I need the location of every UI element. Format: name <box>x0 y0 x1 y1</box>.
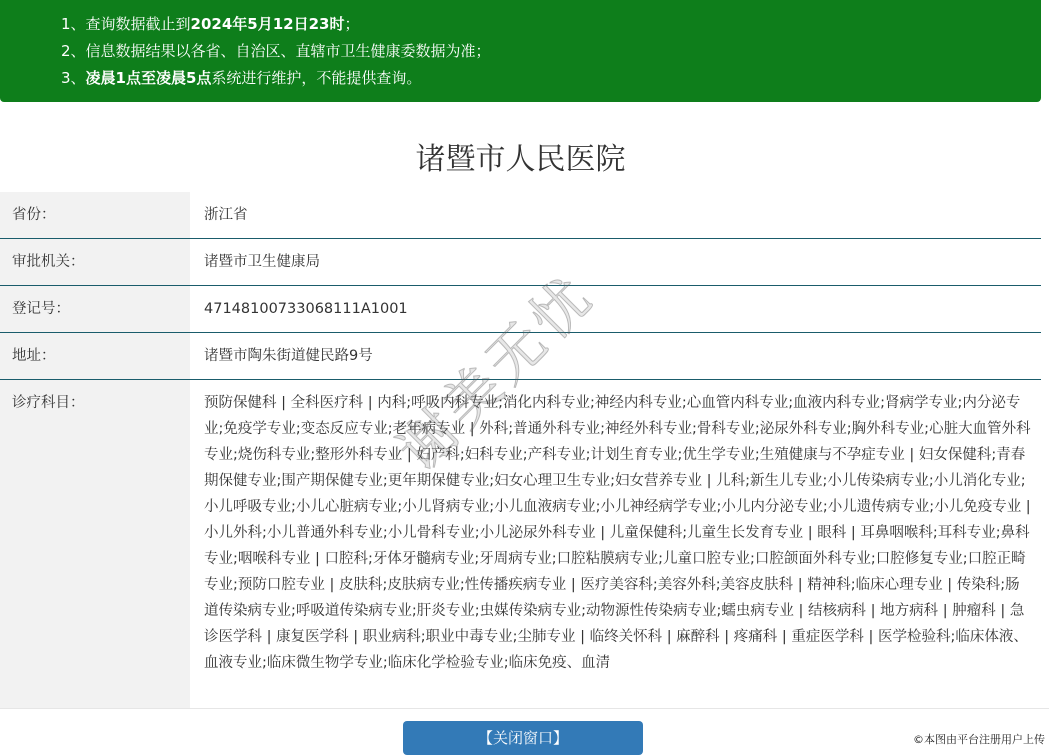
page-title: 诸暨市人民医院 <box>415 142 626 177</box>
info-row-province <box>0 192 1041 239</box>
province-value: 浙江省 <box>204 207 248 223</box>
close-window-button[interactable]: 【关闭窗口】 <box>403 721 643 755</box>
info-row-authority <box>0 239 1041 286</box>
address-value: 诸暨市陶朱街道健民路9号 <box>204 348 373 364</box>
province-label: 省份： <box>0 192 190 238</box>
info-row-departments <box>0 380 1041 720</box>
notice-banner <box>0 0 1041 102</box>
footer-bar <box>0 708 1049 747</box>
watermark: 谢美无忧 <box>386 262 608 484</box>
info-row-address <box>0 333 1041 380</box>
registration-value: 47148100733068111A1001 <box>204 301 408 317</box>
info-row-registration <box>0 286 1041 333</box>
notice-line-1: 1、查询数据截止到2024年5月12日23时； <box>61 15 360 33</box>
upload-credit: ©本图由平台注册用户上传 <box>913 733 1045 746</box>
address-label: 地址： <box>0 333 190 379</box>
registration-label: 登记号： <box>0 286 190 332</box>
authority-label: 审批机关： <box>0 239 190 285</box>
departments-value: 预防保健科 | 全科医疗科 | 内科;呼吸内科专业;消化内科专业;神经内科专业;心血管内科专业;血液内科专业;肾病学专业;内分泌专业;免疫学专业;变态反应专业;老年病专业 | 外科;普通外科专业;神经外科专业;骨科专业;泌尿外科专业;胸外科专业;心脏大血管外科专业;烧伤科专业;整形外科专业 | 妇产科;妇科专业;产科专业;计划生育专业;优生学专业;生殖健康与不孕症专业 | 妇女保健科;青春期保健专业;围产期保健专业;更年期保健专业;妇女心理卫生专业;妇女营养专业 | 儿科;新生儿专业;小儿传染病专业;小儿消化专业;小儿呼吸专业;小儿心脏病专业;小儿肾病专业;小儿血液病专业;小儿神经病学专业;小儿内分泌专业;小儿遗传病专业;小儿免疫专业 | 小儿外科;小儿普通外科专业;小儿骨科专业;小儿泌尿外科专业 | 儿童保健科;儿童生长发育专业 | 眼科 | 耳鼻咽喉科;耳科专业;鼻科专业;咽喉科专业 | 口腔科;牙体牙髓病专业;牙周病专业;口腔粘膜病专业;儿童口腔专业;口腔颌面外科专业;口腔修复专业;口腔正畸专业;预防口腔专业 | 皮肤科;皮肤病专业;性传播疾病专业 | 医疗美容科;美容外科;美容皮肤科 | 精神科;临床心理专业 | 传染科;肠道传染病专业;呼吸道传染病专业;肝炎专业;虫媒传染病专业;动物源性传染病专业;蠕虫病专业 | 结核病科 | 地方病科 | 肿瘤科 | 急诊医学科 | 康复医学科 | 职业病科;职业中毒专业;尘肺专业 | 临终关怀科 | 麻醉科 | 疼痛科 | 重症医学科 | 医学检验科;临床体液、血液专业;临床微生物学专业;临床化学检验专业;临床免疫、血清 <box>204 395 1031 671</box>
authority-value: 诸暨市卫生健康局 <box>204 254 320 270</box>
hospital-info-table <box>0 192 1041 720</box>
notice-line-3: 3、凌晨1点至凌晨5点系统进行维护，不能提供查询。 <box>61 69 422 87</box>
departments-label: 诊疗科目： <box>0 380 190 720</box>
notice-line-2: 2、信息数据结果以各省、自治区、直辖市卫生健康委数据为准； <box>61 42 491 60</box>
